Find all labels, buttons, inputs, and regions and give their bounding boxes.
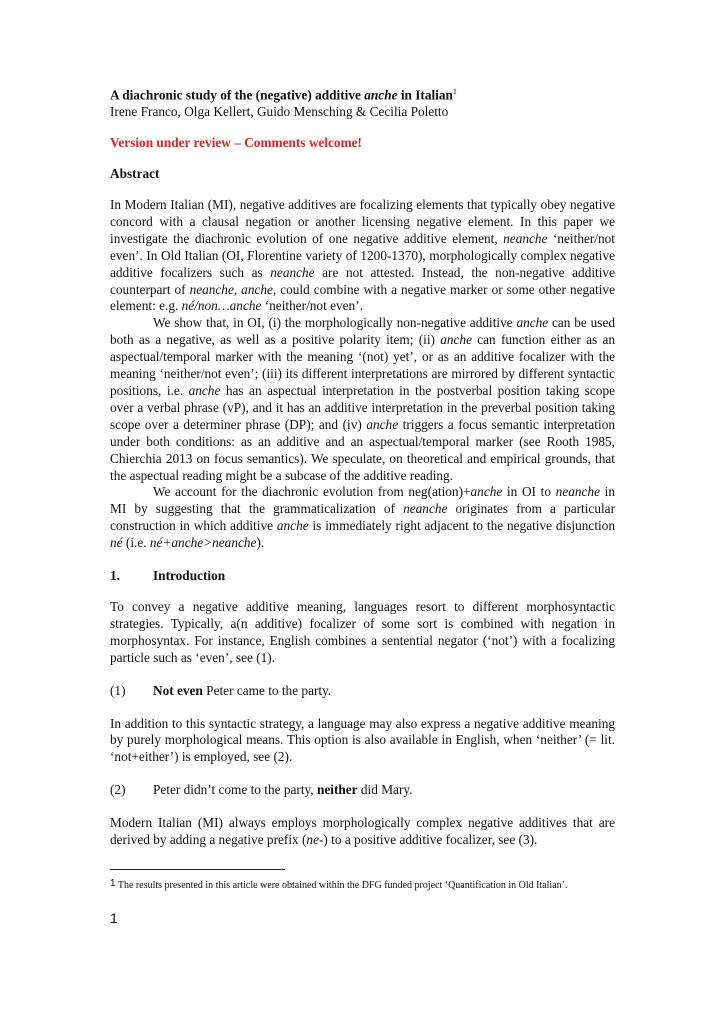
abstract-paragraph-3: We account for the diachronic evolution from neg(ation)+anche in OI to neanche in MI by suggesting that the grammaticalization of neanche originates from a particular construction in which additive anche is immediately right adjacent to the negative disjunction né (i.e. né+anche>neanche).	[110, 484, 616, 551]
paper-title	[110, 84, 615, 104]
section-title: Introduction	[153, 568, 226, 584]
example-text: Peter didn’t come to the party, neither did Mary.	[153, 782, 413, 798]
abstract-heading: Abstract	[110, 166, 160, 182]
version-note: Version under review – Comments welcome!	[110, 135, 362, 151]
title-text-end: in Italian	[397, 87, 453, 103]
footnote	[110, 877, 615, 892]
abstract-paragraph-1: In Modern Italian (MI), negative additives are focalizing elements that typically obey negative concord with a clausal negation or another licensing negative element. In this paper we investigate the diachronic evolution of one negative additive element, neanche ‘neither/not even’. In Old Italian (OI, Florentine variety of 1200-1370), morphologically complex negative additive focalizers such as neanche are not attested. Instead, the non-negative additive counterpart of neanche, anche, could combine with a negative marker or some other negative element: e.g. né/non…anche ‘neither/not even’.	[110, 197, 615, 314]
authors: Irene Franco, Olga Kellert, Guido Mensching & Cecilia Poletto	[110, 104, 449, 120]
footnote-marker: 1	[452, 87, 457, 96]
title-text: A diachronic study of the (negative) additive	[110, 87, 365, 103]
title-italic-word: anche	[364, 87, 398, 103]
intro-paragraph-1: To convey a negative additive meaning, languages resort to different morphosyntactic strategies. Typically, a(n additive) focalizer of some sort is combined with negation in morphosyntax. For instance, English combines a sentential negator (‘not’) with a focalizing particle such as ‘even’, see (1).	[110, 598, 615, 665]
footnote-text: The results presented in this article were obtained within the DFG funded project ‘Quantification in Old Italian’.	[115, 880, 568, 891]
example-1	[110, 683, 615, 700]
page-number: 1	[110, 910, 118, 926]
footnote-rule	[110, 869, 285, 870]
example-number: (1)	[110, 682, 126, 698]
intro-paragraph-3: Modern Italian (MI) always employs morphologically complex negative additives that are derived by adding a negative prefix (ne-) to a positive additive focalizer, see (3).	[110, 815, 615, 848]
paper-body	[110, 84, 615, 849]
intro-paragraph-2: In addition to this syntactic strategy, a language may also express a negative additive meaning by purely morphological means. This option is also available in English, when ‘neither’ (= lit. ‘not+either’) is employed, see (2).	[110, 715, 615, 765]
section-heading-introduction	[110, 568, 615, 585]
section-number: 1.	[110, 568, 120, 584]
example-text: Not even Peter came to the party.	[153, 682, 332, 698]
example-2	[110, 782, 615, 799]
abstract-paragraph-2: We show that, in OI, (i) the morphologically non-negative additive anche can be used both as a negative, as well as a positive polarity item; (ii) anche can function either as an aspectual/temporal marker with the meaning ‘(not) yet’, or as an additive focalizer with the meaning ‘neither/not even’; (iii) its different interpretations are mirrored by different syntactic positions, i.e. anche has an aspectual interpretation in the postverbal position taking scope over a verbal phrase (vP), and it has an additive interpretation in the preverbal position taking scope over a determiner phrase (DP); and (iv) anche triggers a focus semantic interpretation under both conditions: as an additive and an aspectual/temporal marker (see Rooth 1985, Chierchia 2013 on focus semantics). We speculate, on theoretical and empirical grounds, that the aspectual reading might be a subcase of the additive reading.	[110, 315, 616, 483]
footnote-number: 1	[110, 878, 116, 889]
example-number: (2)	[110, 782, 126, 798]
